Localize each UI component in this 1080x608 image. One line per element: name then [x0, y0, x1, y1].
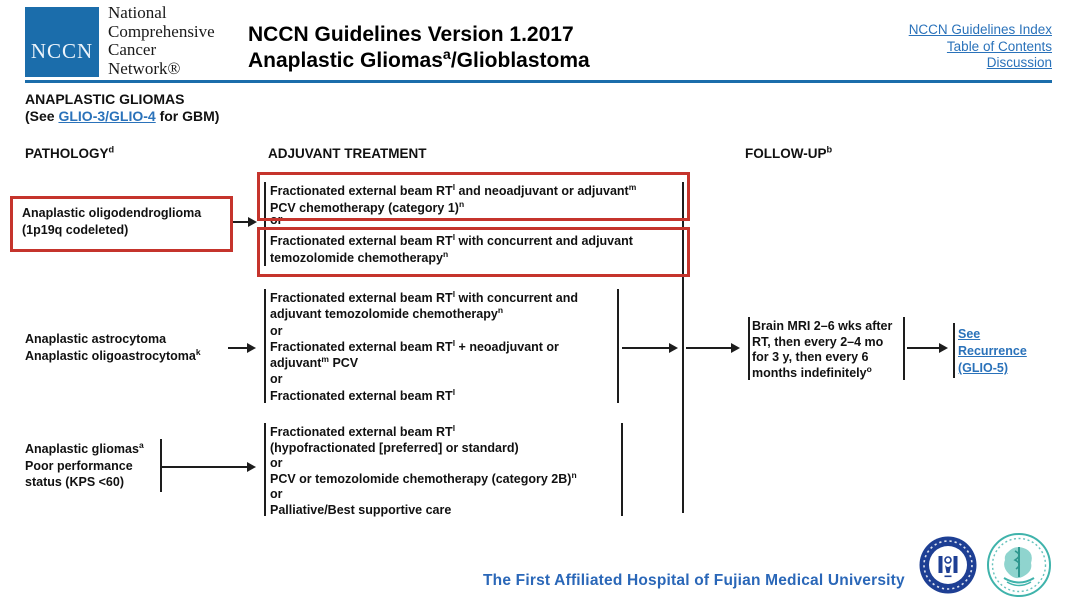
link-see-recurrence-glio5[interactable]: See Recurrence (GLIO-5) [958, 327, 1027, 375]
link-discussion[interactable]: Discussion [986, 55, 1052, 70]
fujian-medical-university-seal-icon [918, 535, 978, 595]
arrow-pathology2-to-group2 [228, 347, 248, 349]
group3-right-bracket [621, 423, 623, 516]
group2-left-bracket [264, 289, 266, 403]
annotation-box-option1 [257, 172, 690, 221]
arrow-collector-to-followup [686, 347, 732, 349]
group2-right-bracket [617, 289, 619, 403]
pathology-poor-performance: Anaplastic gliomas$^a$ Poor performance status (KPS <60) [25, 439, 144, 489]
treatment-group1-option2: Fractionated external beam $RT^l$ with concurrent and adjuvant temozolomide chemotherapy$^n$ [270, 231, 633, 265]
pathology-astrocytoma: Anaplastic astrocytoma Anaplastic oligoastrocytoma$^k$ [25, 332, 201, 363]
hospital-name: The First Affiliated Hospital of Fujian Medical University [483, 572, 905, 589]
page-title: NCCN Guidelines Version 1.2017 Anaplastic Gliomas$^a$/Glioblastoma [248, 23, 590, 72]
group3-left-bracket [264, 423, 266, 516]
nccn-org-name: National Comprehensive Cancer Network® [108, 3, 215, 78]
followup-box: Brain MRI 2–6 wks after RT, then every 2–4 mo for 3 y, then every 6 months indefinitely$^o$ [752, 319, 893, 380]
pathology-oligodendroglioma: Anaplastic oligodendroglioma (1p19q codeleted) [22, 206, 202, 237]
arrow-pathology1-to-group1 [233, 221, 249, 223]
section-subtitle [25, 108, 219, 124]
column-header-pathology: PATHOLOGY$^d$ [25, 144, 115, 161]
column-header-followup: FOLLOW-$UP^b$ [745, 144, 833, 161]
treatment-group1-option1: Fractionated external beam $RT^l$ and neoadjuvant or adjuvant$^m$ PCV chemotherapy (category 1)$^n$ [270, 181, 637, 215]
section-subtitle-prefix: (See [25, 108, 59, 124]
annotation-box-pathology [10, 196, 233, 252]
header-links [909, 22, 1052, 72]
link-glio-3-4[interactable]: GLIO-3/GLIO-4 [58, 108, 156, 124]
followup-right-bracket [903, 317, 905, 380]
nccn-logo [25, 7, 99, 77]
arrow-group2-to-collector [622, 347, 670, 349]
treatment-group2: Fractionated external beam $RT^l$ with concurrent and adjuvant temozolomide chemotherapy$^n$ or Fractionated external beam $RT^l$ + neoadjuvant or adjuvant$^m$ PCV or Fractionated external beam $RT^l$ [270, 288, 579, 403]
nccn-logo-text: NCCN [30, 39, 94, 63]
link-guidelines-index[interactable]: NCCN Guidelines Index [908, 22, 1052, 37]
column-header-adjuvant-treatment: ADJUVANT TREATMENT [268, 146, 427, 161]
link-table-of-contents[interactable]: Table of Contents [946, 38, 1052, 54]
header-divider [25, 80, 1052, 83]
annotation-box-option2 [257, 227, 690, 277]
arrow-followup-to-recurrence [907, 347, 940, 349]
section-subtitle-suffix: for GBM) [155, 108, 220, 124]
section-title: ANAPLASTIC GLIOMAS [25, 91, 185, 107]
treatment-group1-or: or [270, 213, 283, 227]
treatment-group3: Fractionated external beam $RT^l$ (hypofractionated [preferred] or standard) or PCV or temozolomide chemotherapy (category 2B)$^n$ or Palliative/Best supportive care [270, 422, 577, 517]
recurrence-left-bracket [953, 323, 955, 378]
arrow-pathology3-to-group3 [162, 466, 248, 468]
followup-left-bracket [748, 317, 750, 380]
first-affiliated-hospital-seal-icon [986, 532, 1052, 598]
